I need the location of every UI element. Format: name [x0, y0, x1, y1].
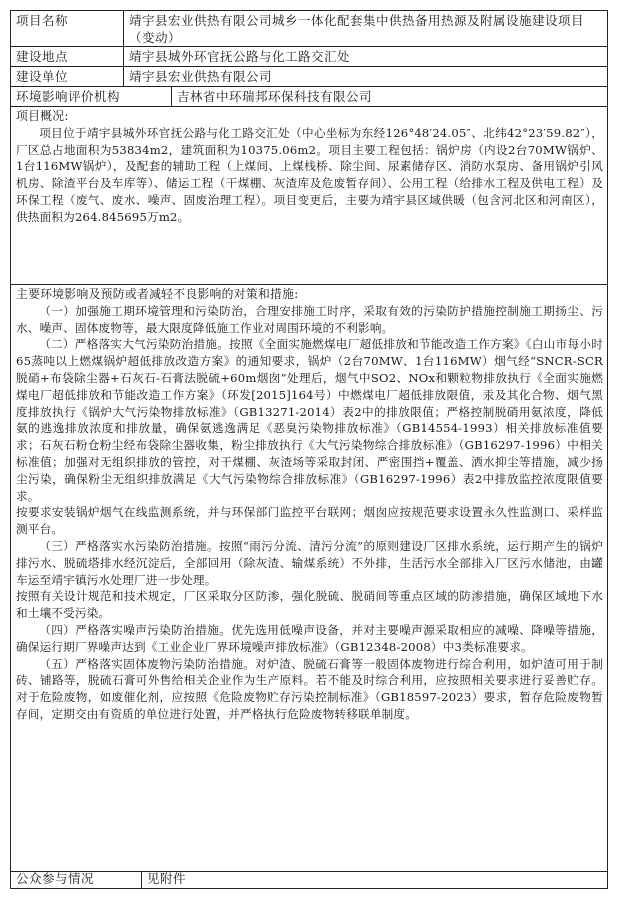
- measure-paragraph-1: （一）加强施工期环境管理和污染防治，合理安排施工时序，采取有效的污染防护措施控制施工期扬尘、污水、噪声、固体废物等，最大限度降低施工作业对周围环境的不利影响。: [16, 303, 603, 335]
- row-eia-org: [11, 87, 607, 107]
- measure-paragraph-3: 按要求安装锅炉烟气在线监测系统，并与环保部门监控平台联网；烟囱应按规范要求设置永久性监测口、采样监测平台。: [16, 505, 603, 537]
- public-label: 公众参与情况: [16, 872, 95, 886]
- overview-block: [11, 107, 607, 226]
- site-label: 建设地点: [16, 49, 69, 64]
- measure-paragraph-4: （三）严格落实水污染防治措施。按照“雨污分流、清污分流”的原则建设厂区排水系统，运行期产生的锅炉排污水、脱硫塔排水经沉淀后，全部回用（除灰渣、输煤系统）不外排，生活污水全部排入厂区污水储池，由罐车运至靖宇镇污水处理厂进一步处理。: [16, 538, 603, 587]
- row-site: [11, 47, 607, 67]
- measures-heading: 主要环境影响及预防或者减轻不良影响的对策和措施:: [16, 287, 299, 301]
- eia-org-value: 吉林省中环瑞邦环保科技有限公司: [171, 87, 607, 106]
- measures-block: [11, 285, 607, 723]
- eia-org-label: 环境影响评价机构: [16, 89, 121, 104]
- site-value: 靖宇县城外环官抚公路与化工路交汇处: [123, 47, 607, 66]
- public-value: 见附件: [141, 872, 607, 888]
- measure-paragraph-5: 按照有关设计规范和技术规定，厂区采取分区防渗，强化脱硫、脱硝间等重点区域的防渗措施，确保区域地下水和土壤不受污染。: [16, 589, 603, 621]
- row-public: [11, 872, 607, 888]
- measure-paragraph-7: （五）严格落实固体废物污染防治措施。对炉渣、脱硫石膏等一般固体废物进行综合利用，如炉渣可用于制砖、铺路等，脱硫石膏可外售给相关企业作为生产原料。若不能及时综合利用，应按照相关要求进行妥善贮存。对于危险废物，如废催化剂，应按照《危险废物贮存污染控制标准》（GB18597-2023）要求，暂存危险废物暂存间，定期交由有资质的单位进行处置，并严格执行危险废物转移联单制度。: [16, 656, 603, 721]
- measure-paragraph-6: （四）严格落实噪声污染防治措施。优先选用低噪声设备，并对主要噪声源采取相应的减噪、降噪等措施，确保运行期厂界噪声达到《工业企业厂界环境噪声排放标准》（GB12348-2008）中3类标准要求。: [16, 622, 603, 654]
- builder-value: 靖宇县宏业供热有限公司: [123, 67, 607, 86]
- project-info-table: [10, 10, 608, 889]
- row-project-name: [11, 11, 607, 47]
- row-overview: [11, 107, 607, 285]
- measure-paragraph-2: （二）严格落实大气污染防治措施。按照《全面实施燃煤电厂超低排放和节能改造工作方案》《白山市每小时65蒸吨以上燃煤锅炉超低排放改造方案》的通知要求，锅炉（2台70MW、1台116MW）烟气经“SNCR-SCR脱硝+布袋除尘器+石灰石-石膏法脱硫+60m烟囱”处理后，烟气中SO2、NOx和颗粒物排放执行《全面实施燃煤电厂超低排放和节能改造工作方案》（环发[2015]164号）中燃煤电厂超低排放限值，汞及其化合物、烟气黑度排放执行《锅炉大气污染物排放标准》（GB13271-2014）表2中的排放限值；严格控制脱硝用氨浓度，降低氨的逃逸排放浓度和排放量，确保氨逃逸满足《恶臭污染物排放标准》（GB14554-1993）相关排放标准值要求；石灰石粉仓粉尘经布袋除尘器收集，粉尘排放执行《大气污染物综合排放标准》（GB16297-1996）中相关标准值；加强对无组织排放的管控，对干煤棚、灰渣场等采取封闭、严密围挡+覆盖、洒水抑尘等措施，减少扬尘污染，确保粉尘无组织排放满足《大气污染物综合排放标准》（GB16297-1996）表2中排放监控浓度限值要求。: [16, 337, 603, 503]
- project-name-label: 项目名称: [16, 13, 69, 28]
- row-builder: [11, 67, 607, 87]
- row-measures: [11, 285, 607, 872]
- builder-label: 建设单位: [16, 69, 69, 84]
- overview-text: 项目位于靖宇县城外环官抚公路与化工路交汇处（中心坐标为东经126°48′24.05″、北纬42°23′59.82″），厂区总占地面积为53834m2，建筑面积为10375.06m2。项目主要工程包括：锅炉房（内设2台70MW锅炉、1台116MW锅炉），及配套的辅助工程（上煤间、上煤栈桥、除尘间、尿素储存区、消防水泵房、备用锅炉引风机房、除渣平台及车库等）、储运工程（干煤棚、灰渣库及危废暂存间）、公用工程（给排水工程及供电工程）及环保工程（废气、废水、噪声、固废治理工程）。项目变更后，主要为靖宇县区域供暖（包含河北区和河南区），供热面积为264.845695万m2。: [16, 125, 603, 224]
- overview-heading: 项目概况:: [16, 109, 69, 123]
- project-name-value: 靖宇县宏业供热有限公司城乡一体化配套集中供热备用热源及附属设施建设项目（变动）: [123, 11, 607, 46]
